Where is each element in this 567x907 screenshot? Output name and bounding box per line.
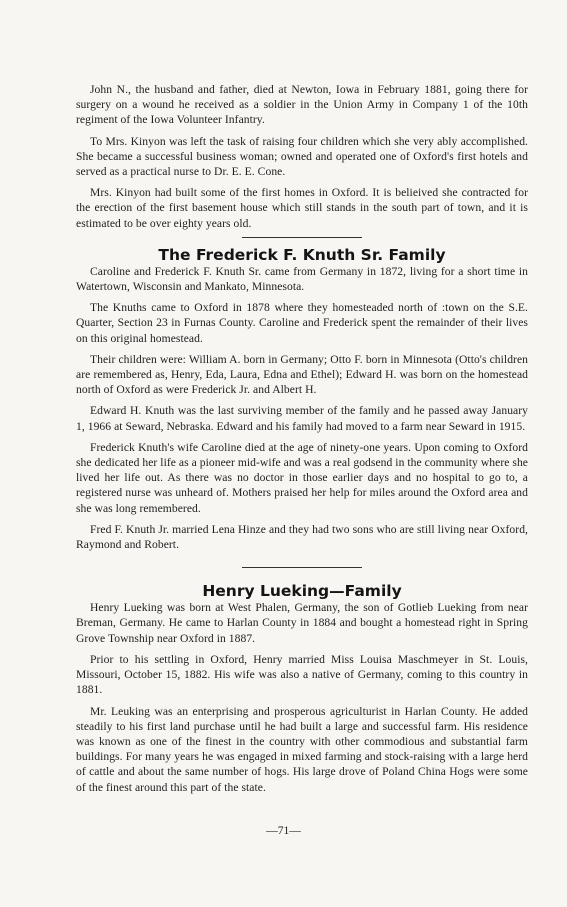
paragraph: To Mrs. Kinyon was left the task of raising four children which she very ably accomplished. She became a successful business woman; owned and operated one of Oxford's first hotels and served as a practical nurse to Dr. E. E. Cone.: [76, 134, 528, 179]
section-heading: Henry Lueking—Family: [202, 582, 402, 601]
section-heading: The Frederick F. Knuth Sr. Family: [158, 245, 446, 264]
paragraph: The Knuths came to Oxford in 1878 where they homesteaded north of :town on the S.E. Quarter, Section 23 in Furnas County. Caroline and Frederick spent the remainder of their lives on this original homestead.: [76, 301, 528, 345]
paragraph: Mr. Leuking was an enterprising and prosperous agriculturist in Harlan County. He added steadily to his first land purchase until he had built a large and successful farm. His residence was known as one of the finest in the country with other commodious and substantial farm buildings. For many years he was engaged in mixed farming and stock-raising with a large herd of cattle and about the same number of hogs. His large drove of Poland China Hogs were some of the finest around this part of the state.: [76, 704, 528, 794]
paragraph: Caroline and Frederick F. Knuth Sr. came from Germany in 1872, living for a short time in Watertown, Wisconsin and Mankato, Minnesota.: [76, 264, 528, 294]
paragraph: Henry Lueking was born at West Phalen, Germany, the son of Gotlieb Lueking from near Breman, Germany. He came to Harlan County in 1884 and bought a homestead right in Spring Grove Township near Oxford in 1887.: [76, 601, 528, 645]
kinyon-section: [76, 82, 528, 231]
paragraph: Frederick Knuth's wife Caroline died at the age of ninety-one years. Upon coming to Oxford she dedicated her life as a pioneer mid-wife and was a real godsend in the community where she lived her life out. As there was no doctor in those earlier days and no hospital to go to, a registered nurse was unheard of. Mothers praised her help for miles around the Oxford area and she was long remembered.: [76, 440, 528, 515]
page-number: —71—: [266, 824, 301, 837]
knuth-section: [76, 246, 528, 552]
paragraph: Fred F. Knuth Jr. married Lena Hinze and they had two sons who are still living near Oxford, Raymond and Robert.: [76, 522, 528, 552]
paragraph: Their children were: William A. born in Germany; Otto F. born in Minnesota (Otto's children are remembered as, Henry, Eda, Laura, Edna and Ethel); Edward H. was born on the homestead north of Oxford as were Frederick Jr. and Albert H.: [76, 352, 528, 397]
lueking-section: [76, 582, 528, 794]
paragraph: Prior to his settling in Oxford, Henry married Miss Louisa Maschmeyer in St. Louis, Missouri, October 15, 1882. His wife was also a native of Germany, coming to this country in 1881.: [76, 652, 528, 697]
paragraph: Edward H. Knuth was the last surviving member of the family and he passed away January 1, 1966 at Seward, Nebraska. Edward and his family had moved to a farm near Seward in 1915.: [76, 404, 528, 433]
paragraph: Mrs. Kinyon had built some of the first homes in Oxford. It is belieived she contracted for the erection of the first basement house which still stands in the south part of town, and it is estimated to be over eighty years old.: [76, 186, 528, 230]
section-divider: [242, 567, 362, 568]
page-body: [76, 82, 528, 801]
section-divider: [242, 237, 362, 238]
paragraph: John N., the husband and father, died at Newton, Iowa in February 1881, going there for surgery on a wound he received as a soldier in the Union Army in Company 1 of the 10th regiment of the Iowa Volunteer Infantry.: [76, 83, 528, 127]
